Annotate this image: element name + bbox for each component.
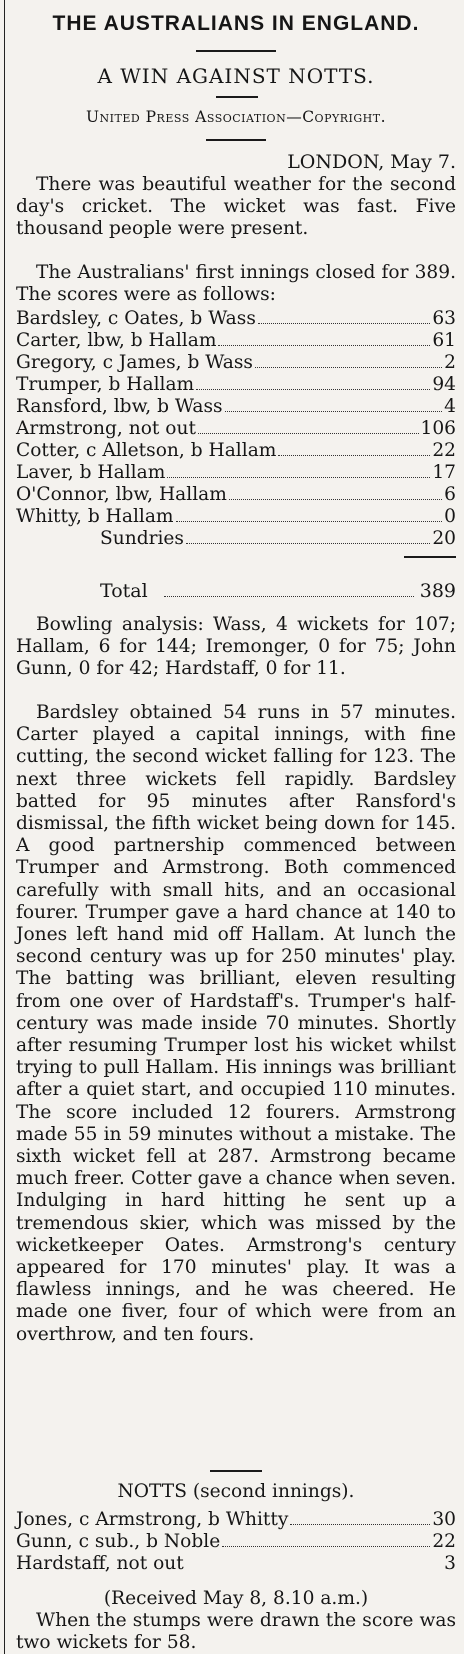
- batsman: Armstrong, not out: [16, 418, 196, 439]
- dot-leader: [290, 1524, 430, 1525]
- score-row: [16, 1531, 456, 1553]
- divider: [206, 139, 266, 141]
- sundries-runs: 20: [432, 528, 456, 549]
- total-rule: [404, 556, 456, 558]
- score-row: [16, 506, 456, 528]
- column-rule: [4, 0, 5, 1654]
- runs: 3: [444, 1553, 456, 1574]
- runs: 30: [432, 1509, 456, 1530]
- dot-leader: [225, 411, 443, 412]
- batsman: Jones, c Armstrong, b Whitty: [16, 1509, 289, 1530]
- runs: 106: [420, 418, 456, 439]
- intro-text: There was beautiful weather for the second day's cricket. The wicket was fast. Five thousand people were present.: [16, 174, 456, 240]
- batsman: Bardsley, c Oates, b Wass: [16, 308, 256, 329]
- dot-leader: [196, 389, 430, 390]
- total-label: Total: [100, 580, 148, 602]
- score-row: [16, 374, 456, 396]
- batsman: Ransford, lbw, b Wass: [16, 396, 223, 417]
- batsman: O'Connor, lbw, Hallam: [16, 484, 227, 505]
- press-credit: United Press Association—Copyright.: [85, 108, 387, 126]
- closing-paragraph: [16, 1610, 456, 1654]
- runs: 94: [432, 374, 456, 395]
- divider: [216, 96, 258, 98]
- score-row: [16, 484, 456, 506]
- runs: 0: [444, 506, 456, 527]
- dateline: LONDON, May 7.: [287, 151, 456, 173]
- score-row-sundries: [16, 528, 456, 550]
- score-row: [16, 1509, 456, 1531]
- runs: 4: [444, 396, 456, 417]
- dot-leader: [198, 433, 419, 434]
- batsman: Hardstaff, not out: [16, 1553, 184, 1574]
- dot-leader: [186, 543, 430, 544]
- innings-intro-text: The Australians' first innings closed for 389. The scores were as follows:: [16, 262, 456, 306]
- batsman: Carter, lbw, b Hallam: [16, 330, 217, 351]
- runs: 6: [444, 484, 456, 505]
- dot-leader: [176, 521, 443, 522]
- batsman: Whitty, b Hallam: [16, 506, 174, 527]
- divider: [210, 1470, 262, 1472]
- batsman: Trumper, b Hallam: [16, 374, 195, 395]
- score-row: [16, 418, 456, 440]
- score-row: [16, 462, 456, 484]
- total-runs: 389: [419, 580, 456, 602]
- dot-leader: [167, 477, 430, 478]
- batsman: Cotter, c Alletson, b Hallam: [16, 440, 277, 461]
- dot-leader: [255, 367, 442, 368]
- sundries-label: Sundries: [100, 528, 184, 549]
- score-row: [16, 396, 456, 418]
- headline: THE AUSTRALIANS IN ENGLAND.: [52, 12, 420, 35]
- bowling-text: Bowling analysis: Wass, 4 wickets for 107; Hallam, 6 for 144; Iremonger, 0 for 75; John Gunn, 0 for 42; Hardstaff, 0 for 11.: [16, 614, 456, 680]
- received-note: (Received May 8, 8.10 a.m.): [103, 1588, 369, 1609]
- dot-leader: [164, 596, 414, 597]
- narrative-text: Bardsley obtained 54 runs in 57 minutes. Carter played a capital innings, with fine cutting, the second wicket falling for 123. The next three wickets fell rapidly. Bardsley batted for 95 minutes after Ransford's dismissal, the fifth wicket being down for 145. A good partnership commenced between Trumper and Armstrong. Both commenced carefully with small hits, and an occasional fourer. Trumper gave a hard chance at 140 to Jones left hand mid off Hallam. At lunch the second century was up for 250 minutes' play. The batting was brilliant, eleven resulting from one over of Hardstaff's. Trumper's half-century was made inside 70 minutes. Shortly after resuming Trumper lost his wicket whilst trying to pull Hallam. His innings was brilliant after a quiet start, and occupied 110 minutes. The score included 12 fourers. Armstrong made 55 in 59 minutes without a mistake. The sixth wicket fell at 287. Armstrong became much freer. Cotter gave a chance when seven. Indulging in hard hitting he sent up a tremendous skier, which was missed by the wicketkeeper Oates. Armstrong's century appeared for 170 minutes' play. It was a flawless innings, and he was cheered. He made one fiver, four of which were from an overthrow, and ten fours.: [16, 702, 456, 1345]
- subheadline: A WIN AGAINST NOTTS.: [97, 64, 375, 88]
- runs: 63: [432, 308, 456, 329]
- bowling-paragraph: [16, 614, 456, 681]
- runs: 22: [432, 1531, 456, 1552]
- runs: 61: [432, 330, 456, 351]
- score-row: [16, 330, 456, 352]
- runs: 17: [432, 462, 456, 483]
- narrative-paragraph: [16, 702, 456, 1346]
- batsman: Laver, b Hallam: [16, 462, 166, 483]
- dot-leader: [278, 455, 430, 456]
- dot-leader: [229, 499, 442, 500]
- intro-paragraph: [16, 174, 456, 241]
- total-row: [100, 580, 456, 604]
- score-row: [16, 352, 456, 374]
- closing-text: When the stumps were drawn the score was two wickets for 58.: [16, 1610, 456, 1654]
- score-row: [16, 440, 456, 462]
- batsman: Gregory, c James, b Wass: [16, 352, 253, 373]
- dot-leader: [222, 1546, 430, 1547]
- score-row: [16, 1553, 456, 1575]
- dot-leader: [258, 323, 430, 324]
- batsman: Gunn, c sub., b Noble: [16, 1531, 221, 1552]
- divider: [196, 50, 276, 52]
- runs: 22: [432, 440, 456, 461]
- innings-intro-paragraph: [16, 262, 456, 306]
- dot-leader: [218, 345, 430, 346]
- runs: 2: [444, 352, 456, 373]
- score-row: [16, 308, 456, 330]
- notts-heading: NOTTS (second innings).: [117, 1481, 355, 1502]
